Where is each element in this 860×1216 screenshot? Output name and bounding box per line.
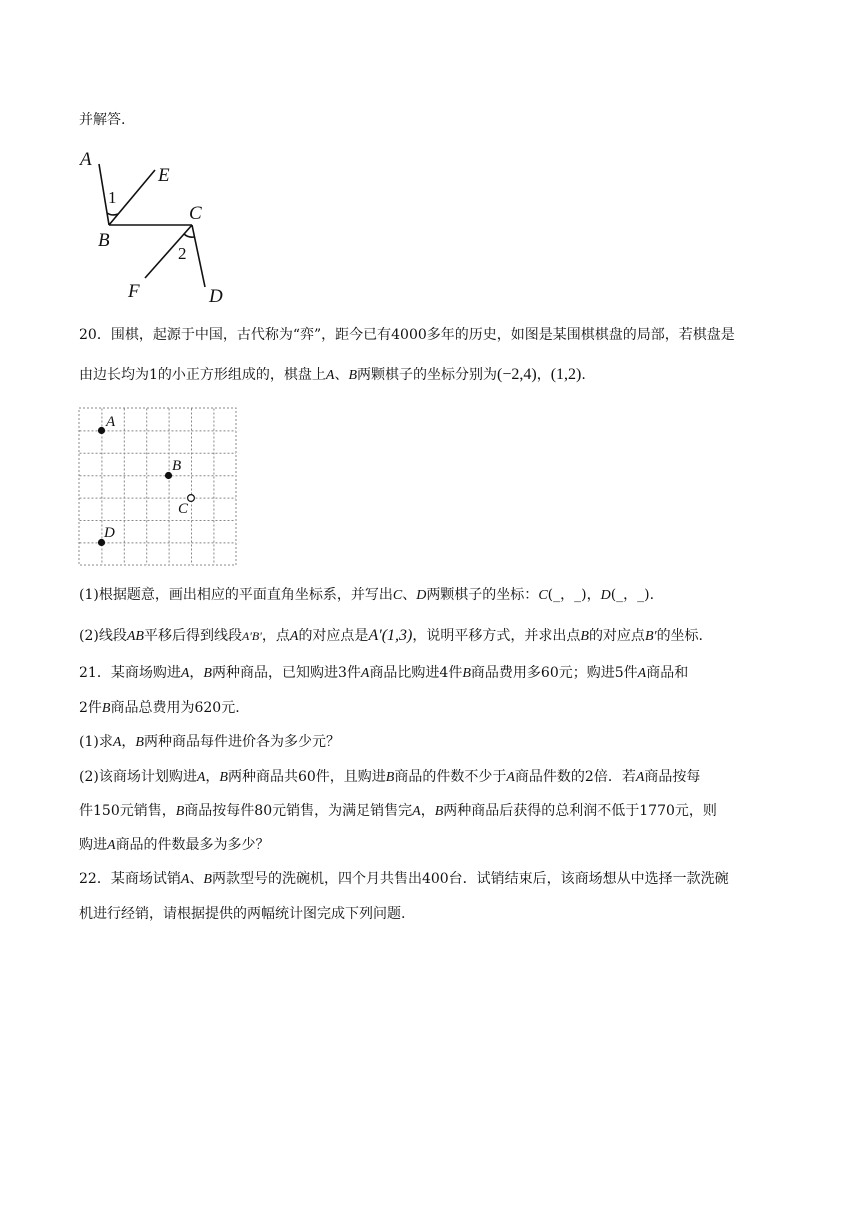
text-fragment: (_，_)，: [547, 587, 601, 603]
text-fragment: 商品费用多60元；购进5件: [470, 665, 638, 681]
text-fragment: A: [112, 735, 122, 750]
text-line: [79, 626, 703, 647]
text-fragment: A: [637, 666, 647, 681]
text-fragment: 并解答.: [79, 112, 126, 128]
text-fragment: A: [196, 770, 206, 785]
text-line: [79, 904, 405, 924]
text-fragment: 由边长均为1的小正方形组成的，棋盘上: [79, 367, 326, 383]
text-fragment: ，: [205, 769, 220, 785]
text-fragment: D: [600, 588, 611, 603]
text-fragment: C: [392, 588, 403, 603]
text-fragment: .: [581, 367, 586, 383]
segment-cd: [192, 225, 205, 287]
angle-label-2: 2: [178, 244, 187, 263]
text-fragment: 两款型号的洗碗机，四个月共售出400台．试销结束后，该商场想从中选择一款洗碗: [211, 871, 729, 887]
text-fragment: 、: [402, 587, 417, 603]
text-fragment: (1)求: [79, 734, 113, 750]
text-fragment: D: [416, 588, 427, 603]
text-fragment: 、: [189, 871, 204, 887]
text-fragment: (_，_).: [610, 587, 655, 603]
text-line: [79, 767, 700, 788]
text-fragment: B: [462, 666, 471, 681]
text-fragment: (1)根据题意，画出相应的平面直角坐标系，并写出: [79, 587, 393, 603]
text-fragment: 平移后得到线段: [143, 628, 242, 644]
text-fragment: ，: [536, 367, 551, 383]
text-fragment: A: [107, 838, 116, 853]
text-fragment: B′: [644, 629, 657, 644]
text-fragment: 商品和: [646, 665, 689, 681]
text-fragment: A: [325, 368, 335, 383]
label-b: B: [98, 230, 110, 251]
label-f: F: [128, 281, 140, 302]
text-fragment: A: [289, 629, 299, 644]
text-fragment: 22．某商场试销: [79, 871, 181, 887]
text-fragment: A′B′: [241, 629, 262, 643]
text-fragment: ，: [121, 734, 136, 750]
text-fragment: 机进行经销，请根据提供的两幅统计图完成下列问题.: [79, 906, 406, 922]
stone-a: [98, 427, 105, 434]
text-fragment: B: [203, 666, 212, 681]
text-fragment: B: [434, 804, 444, 819]
text-fragment: 两种商品共60件，且购进: [227, 769, 386, 785]
text-line: [79, 801, 717, 822]
angle-label-1: 1: [108, 188, 117, 207]
label-c: C: [189, 203, 202, 224]
label-d: D: [104, 525, 115, 541]
text-fragment: B: [580, 629, 589, 644]
text-fragment: B: [101, 701, 111, 716]
text-fragment: ，: [189, 665, 204, 681]
text-fragment: A: [412, 804, 421, 819]
text-fragment: 的对应点: [588, 628, 645, 644]
text-fragment: (2)线段: [79, 628, 127, 644]
text-fragment: 21．某商场购进: [79, 665, 181, 681]
math-expression: A′(1,3): [368, 627, 413, 644]
text-fragment: 两种商品每件进价各为多少元？: [143, 734, 340, 750]
text-fragment: 件150元销售，: [79, 803, 176, 819]
label-d: D: [209, 286, 223, 307]
label-c: C: [178, 501, 189, 517]
text-fragment: ，: [420, 803, 435, 819]
text-fragment: 购进: [79, 837, 107, 853]
text-fragment: ，说明平移方式，并求出点: [412, 628, 581, 644]
text-fragment: 两种商品，已知购进3件: [211, 665, 361, 681]
text-fragment: 两种商品后获得的总利润不低于1770元，则: [443, 803, 717, 819]
go-board-figure: [78, 407, 238, 567]
text-fragment: 商品总费用为620元.: [110, 700, 240, 716]
text-fragment: 商品按每: [644, 769, 701, 785]
text-fragment: A: [180, 666, 190, 681]
text-fragment: 2件: [79, 700, 102, 716]
text-fragment: B: [385, 770, 395, 785]
text-fragment: 商品按每件80元销售，为满足销售完: [184, 803, 413, 819]
label-b: B: [172, 458, 182, 474]
text-fragment: A: [635, 770, 645, 785]
text-fragment: 商品的件数最多为多少？: [115, 837, 270, 853]
math-expression: (1,2): [550, 366, 582, 383]
text-line: [79, 365, 586, 386]
text-line: [79, 110, 125, 130]
text-fragment: A: [506, 770, 515, 785]
text-fragment: 的对应点是: [298, 628, 369, 644]
angle-arc-2: [184, 234, 194, 237]
text-fragment: 商品的件数不少于: [394, 769, 507, 785]
text-fragment: A: [360, 666, 370, 681]
math-expression: (−2,4): [497, 366, 537, 383]
text-fragment: B: [219, 770, 228, 785]
angle-arc-1: [107, 213, 118, 215]
text-line: [79, 869, 729, 890]
text-line: [79, 732, 340, 753]
text-fragment: 商品件数的2倍．若: [514, 769, 636, 785]
text-fragment: 两颗棋子的坐标分别为: [357, 367, 498, 383]
text-fragment: C: [538, 588, 548, 603]
text-line: [79, 698, 240, 719]
label-a: A: [80, 149, 92, 170]
text-line: [79, 585, 654, 606]
text-fragment: 两颗棋子的坐标：: [426, 587, 539, 603]
text-fragment: 的坐标.: [656, 628, 704, 644]
text-fragment: B: [135, 735, 144, 750]
text-line: [79, 663, 688, 684]
text-line: [79, 325, 735, 345]
text-fragment: 20．围棋，起源于中国，古代称为“弈”，距今已有4000多年的历史，如图是某围棋棋盘的局部，若棋盘是: [79, 327, 735, 343]
text-fragment: 、: [334, 367, 349, 383]
text-fragment: (2)该商场计划购进: [79, 769, 197, 785]
stone-c: [188, 495, 195, 502]
text-fragment: AB: [126, 629, 144, 644]
text-fragment: B: [175, 804, 185, 819]
text-line: [79, 835, 270, 856]
label-e: E: [158, 165, 170, 186]
text-fragment: ，点: [261, 628, 290, 644]
text-fragment: B: [348, 368, 358, 383]
text-fragment: B: [203, 872, 212, 887]
label-a: A: [106, 414, 116, 430]
text-fragment: A: [180, 872, 190, 887]
text-fragment: 商品比购进4件: [369, 665, 463, 681]
angle-figure: [72, 145, 242, 307]
